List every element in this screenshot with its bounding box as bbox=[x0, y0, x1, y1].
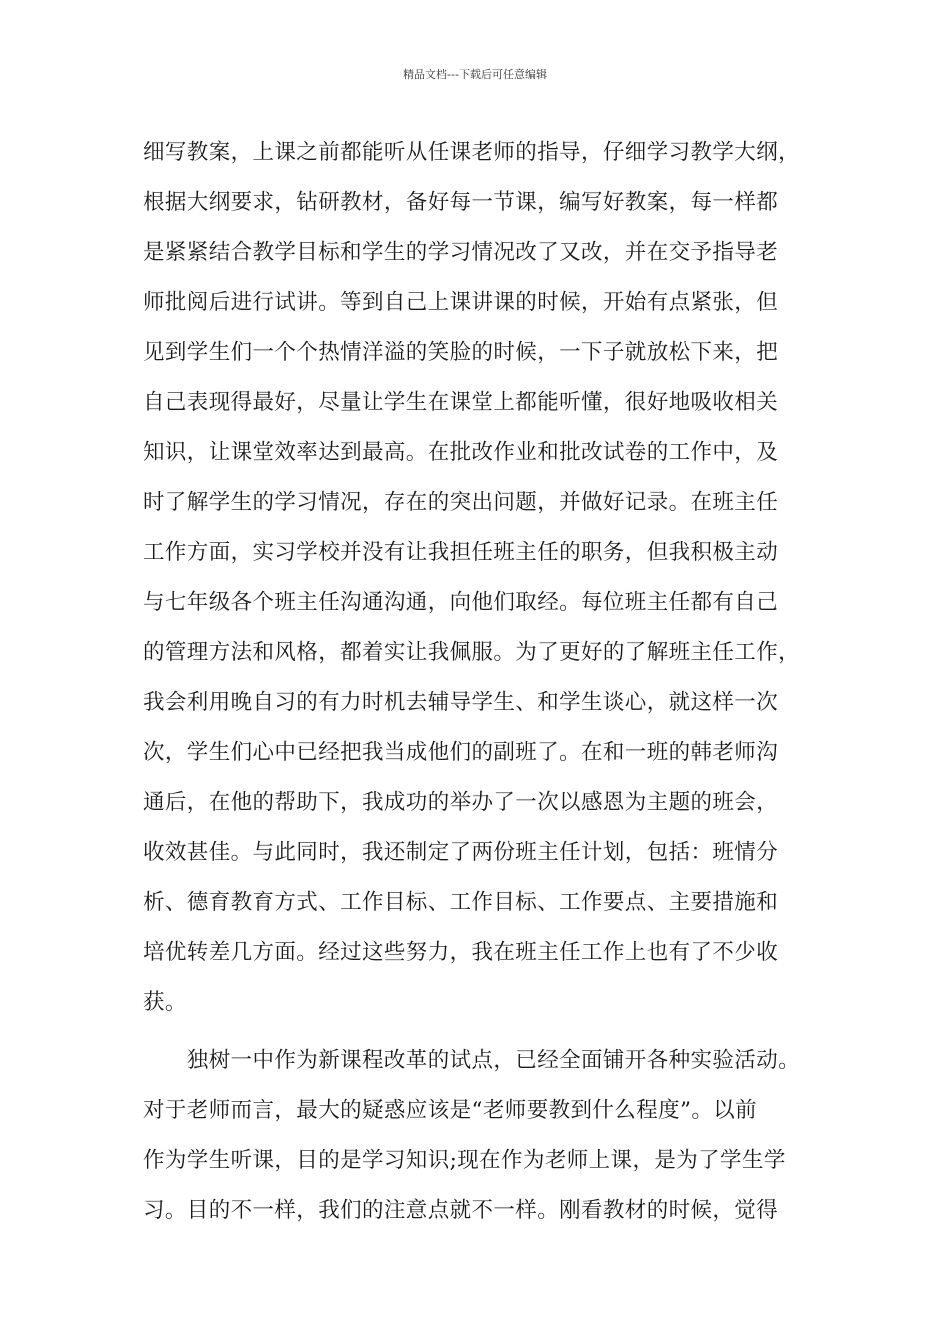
text-line: 析、德育教育方式、工作目标、工作目标、工作要点、主要措施和 bbox=[143, 890, 779, 915]
page-header: 精品文档---下载后可任意编辑 bbox=[403, 68, 547, 81]
paragraph-2 bbox=[143, 1036, 843, 1236]
paragraph-1 bbox=[143, 128, 843, 1028]
text-line: 培优转差几方面。经过这些努力，我在班主任工作上也有了不少收 bbox=[143, 940, 779, 965]
text-line: 对于老师而言，最大的疑惑应该是“老师要教到什么程度”。以前 bbox=[143, 1098, 758, 1123]
text-line: 次，学生们心中已经把我当成他们的副班了。在和一班的韩老师沟 bbox=[143, 740, 779, 765]
text-line: 收效甚佳。与此同时，我还制定了两份班主任计划，包括：班情分 bbox=[143, 840, 779, 865]
document-body bbox=[143, 128, 843, 1236]
text-line: 作为学生听课，目的是学习知识;现在作为老师上课，是为了学生学 bbox=[143, 1148, 786, 1173]
text-line: 自己表现得最好，尽量让学生在课堂上都能听懂，很好地吸收相关 bbox=[143, 390, 779, 415]
text-line: 我会利用晚自习的有力时机去辅导学生、和学生谈心，就这样一次 bbox=[143, 690, 779, 715]
text-line: 根据大纲要求，钻研教材，备好每一节课，编写好教案，每一样都 bbox=[143, 190, 779, 215]
text-line: 的管理方法和风格，都着实让我佩服。为了更好的了解班主任工作， bbox=[143, 640, 801, 665]
paragraph-gap bbox=[143, 1028, 843, 1036]
text-line: 独树一中作为新课程改革的试点，已经全面铺开各种实验活动。 bbox=[143, 1048, 801, 1073]
text-line: 知识，让课堂效率达到最高。在批改作业和批改试卷的工作中，及 bbox=[143, 440, 779, 465]
text-line: 与七年级各个班主任沟通沟通，向他们取经。每位班主任都有自己 bbox=[143, 590, 779, 615]
text-line: 细写教案，上课之前都能听从任课老师的指导，仔细学习教学大纲， bbox=[143, 140, 801, 165]
text-line: 时了解学生的学习情况，存在的突出问题，并做好记录。在班主任 bbox=[143, 490, 779, 515]
text-line: 获。 bbox=[143, 990, 187, 1015]
text-line: 工作方面，实习学校并没有让我担任班主任的职务，但我积极主动 bbox=[143, 540, 779, 565]
text-line: 见到学生们一个个热情洋溢的笑脸的时候，一下子就放松下来，把 bbox=[143, 340, 779, 365]
text-line: 通后，在他的帮助下，我成功的举办了一次以感恩为主题的班会， bbox=[143, 790, 779, 815]
text-line: 习。目的不一样，我们的注意点就不一样。刚看教材的时候，觉得 bbox=[143, 1198, 779, 1223]
text-line: 师批阅后进行试讲。等到自己上课讲课的时候，开始有点紧张，但 bbox=[143, 290, 779, 315]
text-line: 是紧紧结合教学目标和学生的学习情况改了又改，并在交予指导老 bbox=[143, 240, 779, 265]
